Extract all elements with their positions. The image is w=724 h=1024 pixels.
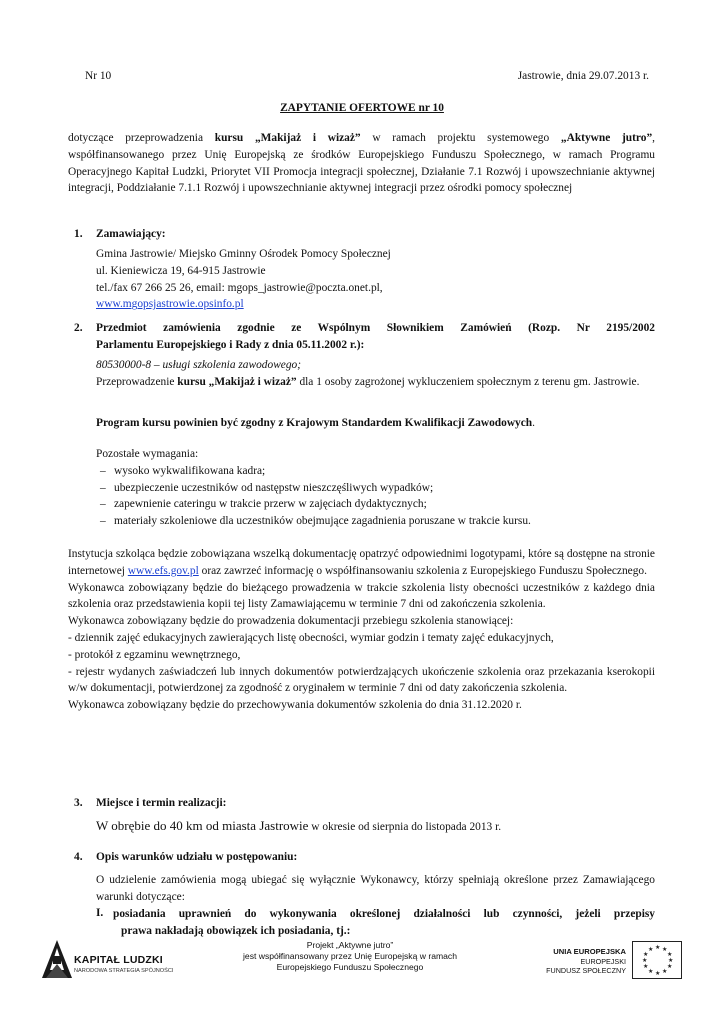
svg-text:★: ★ [668, 957, 674, 964]
website-link[interactable]: www.mgopsjastrowie.opsinfo.pl [96, 298, 244, 311]
svg-text:★: ★ [655, 944, 661, 951]
document-title: ZAPYTANIE OFERTOWE nr 10 [280, 102, 444, 114]
intro-paragraph: dotyczące przeprowadzenia kursu „Makijaż i wizaż” w ramach projektu systemowego „Aktywne jutro”, współfinansowanego przez Unię Europejską ze środków Europejskiego Funduszu Społecznego, w ramach Programu Operacyjnego Kapitał Ludzki, Priorytet VII Promocja integracji społecznej, Działanie 7.1 Rozwój i upowszechnianie aktywnej integracji, Poddziałanie 7.1.1 Rozwój i upowszechnianie aktywnej integracji przez ośrodki pomocy społecznej [68, 132, 655, 195]
body-paragraphs [68, 546, 655, 714]
svg-text:★: ★ [662, 946, 668, 953]
eu-stars-icon [633, 942, 681, 978]
svg-text:★: ★ [662, 968, 668, 975]
section-2-number: 2. [74, 322, 83, 334]
requirement-item: – zapewnienie cateringu w trakcie przerw w zajęciach dydaktycznych; [96, 496, 656, 513]
efs-link[interactable]: www.efs.gov.pl [127, 564, 199, 577]
order-subject: 80530000-8 – usługi szkolenia zawodowego; Przeprowadzenie kursu „Makijaż i wizaż” dla 1 osoby zagrożonej wykluczeniem społecznym z terenu gm. Jastrowie. [96, 359, 640, 388]
footer-project-info: Projekt „Aktywne jutro” jest współfinansowany przez Unię Europejską w ramach Europejskiego Funduszu Społecznego [243, 940, 457, 972]
kapital-ludzki-emblem-icon [40, 938, 74, 980]
documentation-item: - protokół z egzaminu wewnętrznego, [68, 648, 241, 661]
svg-text:★: ★ [667, 951, 673, 958]
svg-text:★: ★ [648, 968, 654, 975]
section-1-heading: Zamawiający: [96, 228, 166, 240]
requirement-item: – materiały szkoleniowe dla uczestników obejmujące zagadnienia poruszane w trakcie kursu. [96, 513, 656, 530]
kapital-ludzki-logo: KAPITAŁ LUDZKI NARODOWA STRATEGIA SPÓJNOŚCI [40, 938, 180, 986]
attendance-paragraph: Wykonawca zobowiązany będzie do bieżącego prowadzenia w trakcie szkolenia listy obecności uczestników z każdego dnia szkolenia oraz przedstawienia kopii tej listy Zamawiającemu w terminie 7 dni od zakończenia szkolenia. [68, 581, 655, 611]
requirement-item: – ubezpieczenie uczestników od następstw nieszczęśliwych wypadków; [96, 480, 656, 497]
eu-text: UNIA EUROPEJSKA EUROPEJSKI FUNDUSZ SPOŁECZNY [546, 947, 626, 975]
place-date: Jastrowie, dnia 29.07.2013 r. [517, 70, 649, 82]
contracting-authority: Gmina Jastrowie/ Miejsko Gminny Ośrodek Pomocy Społecznej ul. Kieniewicza 19, 64-915 Jastrowie tel./fax 67 266 25 26, email: mgops_jastrowie@poczta.onet.pl, www.mgopsjastrowie.opsinfo.pl [96, 248, 391, 311]
documentation-item: - dziennik zajęć edukacyjnych zawierających listę obecności, wymiar godzin i tematy zajęć edukacyjnych, [68, 631, 554, 644]
eu-flag [632, 941, 682, 979]
logo-paragraph: Instytucja szkoląca będzie zobowiązana wszelką dokumentację opatrzyć odpowiednimi logotypami, które są dostępne na stronie internetowej www.efs.gov.pl oraz zawrzeć informację o współfinansowaniu szkolenia z Europejskiego Funduszu Społecznego. [68, 548, 655, 577]
svg-text:★: ★ [642, 957, 648, 964]
svg-text:★: ★ [667, 963, 673, 970]
other-requirements: Pozostałe wymagania: – wysoko wykwalifikowana kadra; – ubezpieczenie uczestników od następstw nieszczęśliwych wypadków; – zapewnienie cateringu w trakcie przerw w zajęciach dydaktycznych; – materiały szkoleniowe dla uczestników obejmujące zagadnienia poruszane w trakcie kursu. [96, 446, 656, 530]
svg-text:★: ★ [648, 946, 654, 953]
document-number: Nr 10 [85, 70, 112, 82]
documentation-item: - rejestr wydanych zaświadczeń lub innych dokumentów potwierdzających ukończenie szkolenia oraz przekazania kserokopii w/w dokumentacji, potwierdzonej za zgodność z oryginałem w terminie 7 dni od daty zakończenia szkolenia. [68, 665, 655, 695]
section-1-number: 1. [74, 228, 83, 240]
documentation-paragraph: Wykonawca zobowiązany będzie do prowadzenia dokumentacji przebiegu szkolenia stanowiącej: [68, 615, 514, 628]
section-4-heading: Opis warunków udziału w postępowaniu: [96, 851, 298, 863]
section-2-heading: Przedmiot zamówienia zgodnie ze Wspólnym Słownikiem Zamówień (Rozp. Nr 2195/2002 Parlamentu Europejskiego i Rady z dnia 05.11.2002 r.): [96, 322, 655, 351]
condition-i-number: I. [96, 907, 104, 919]
requirement-item: – wysoko wykwalifikowana kadra; [96, 463, 656, 480]
storage-paragraph: Wykonawca zobowiązany będzie do przechowywania dokumentów szkolenia do dnia 31.12.2020 r. [68, 699, 522, 712]
program-requirement: Program kursu powinien być zgodny z Krajowym Standardem Kwalifikacji Zawodowych. [96, 417, 535, 429]
svg-text:★: ★ [643, 951, 649, 958]
section-4-number: 4. [74, 851, 83, 863]
place-and-term: W obrębie do 40 km od miasta Jastrowie w okresie od sierpnia do listopada 2013 r. [96, 818, 502, 833]
section-4-text: O udzielenie zamówienia mogą ubiegać się wyłącznie Wykonawcy, którzy spełniają określone przez Zamawiającego warunki dotyczące: [96, 874, 655, 903]
section-3-number: 3. [74, 797, 83, 809]
condition-i-text: posiadania uprawnień do wykonywania określonej działalności lub czynności, jeżeli przepisy prawa nakładają obowiązek ich posiadania, tj.: [113, 908, 655, 937]
svg-text:★: ★ [655, 970, 661, 977]
section-3-heading: Miejsce i termin realizacji: [96, 797, 227, 809]
svg-text:★: ★ [643, 963, 649, 970]
